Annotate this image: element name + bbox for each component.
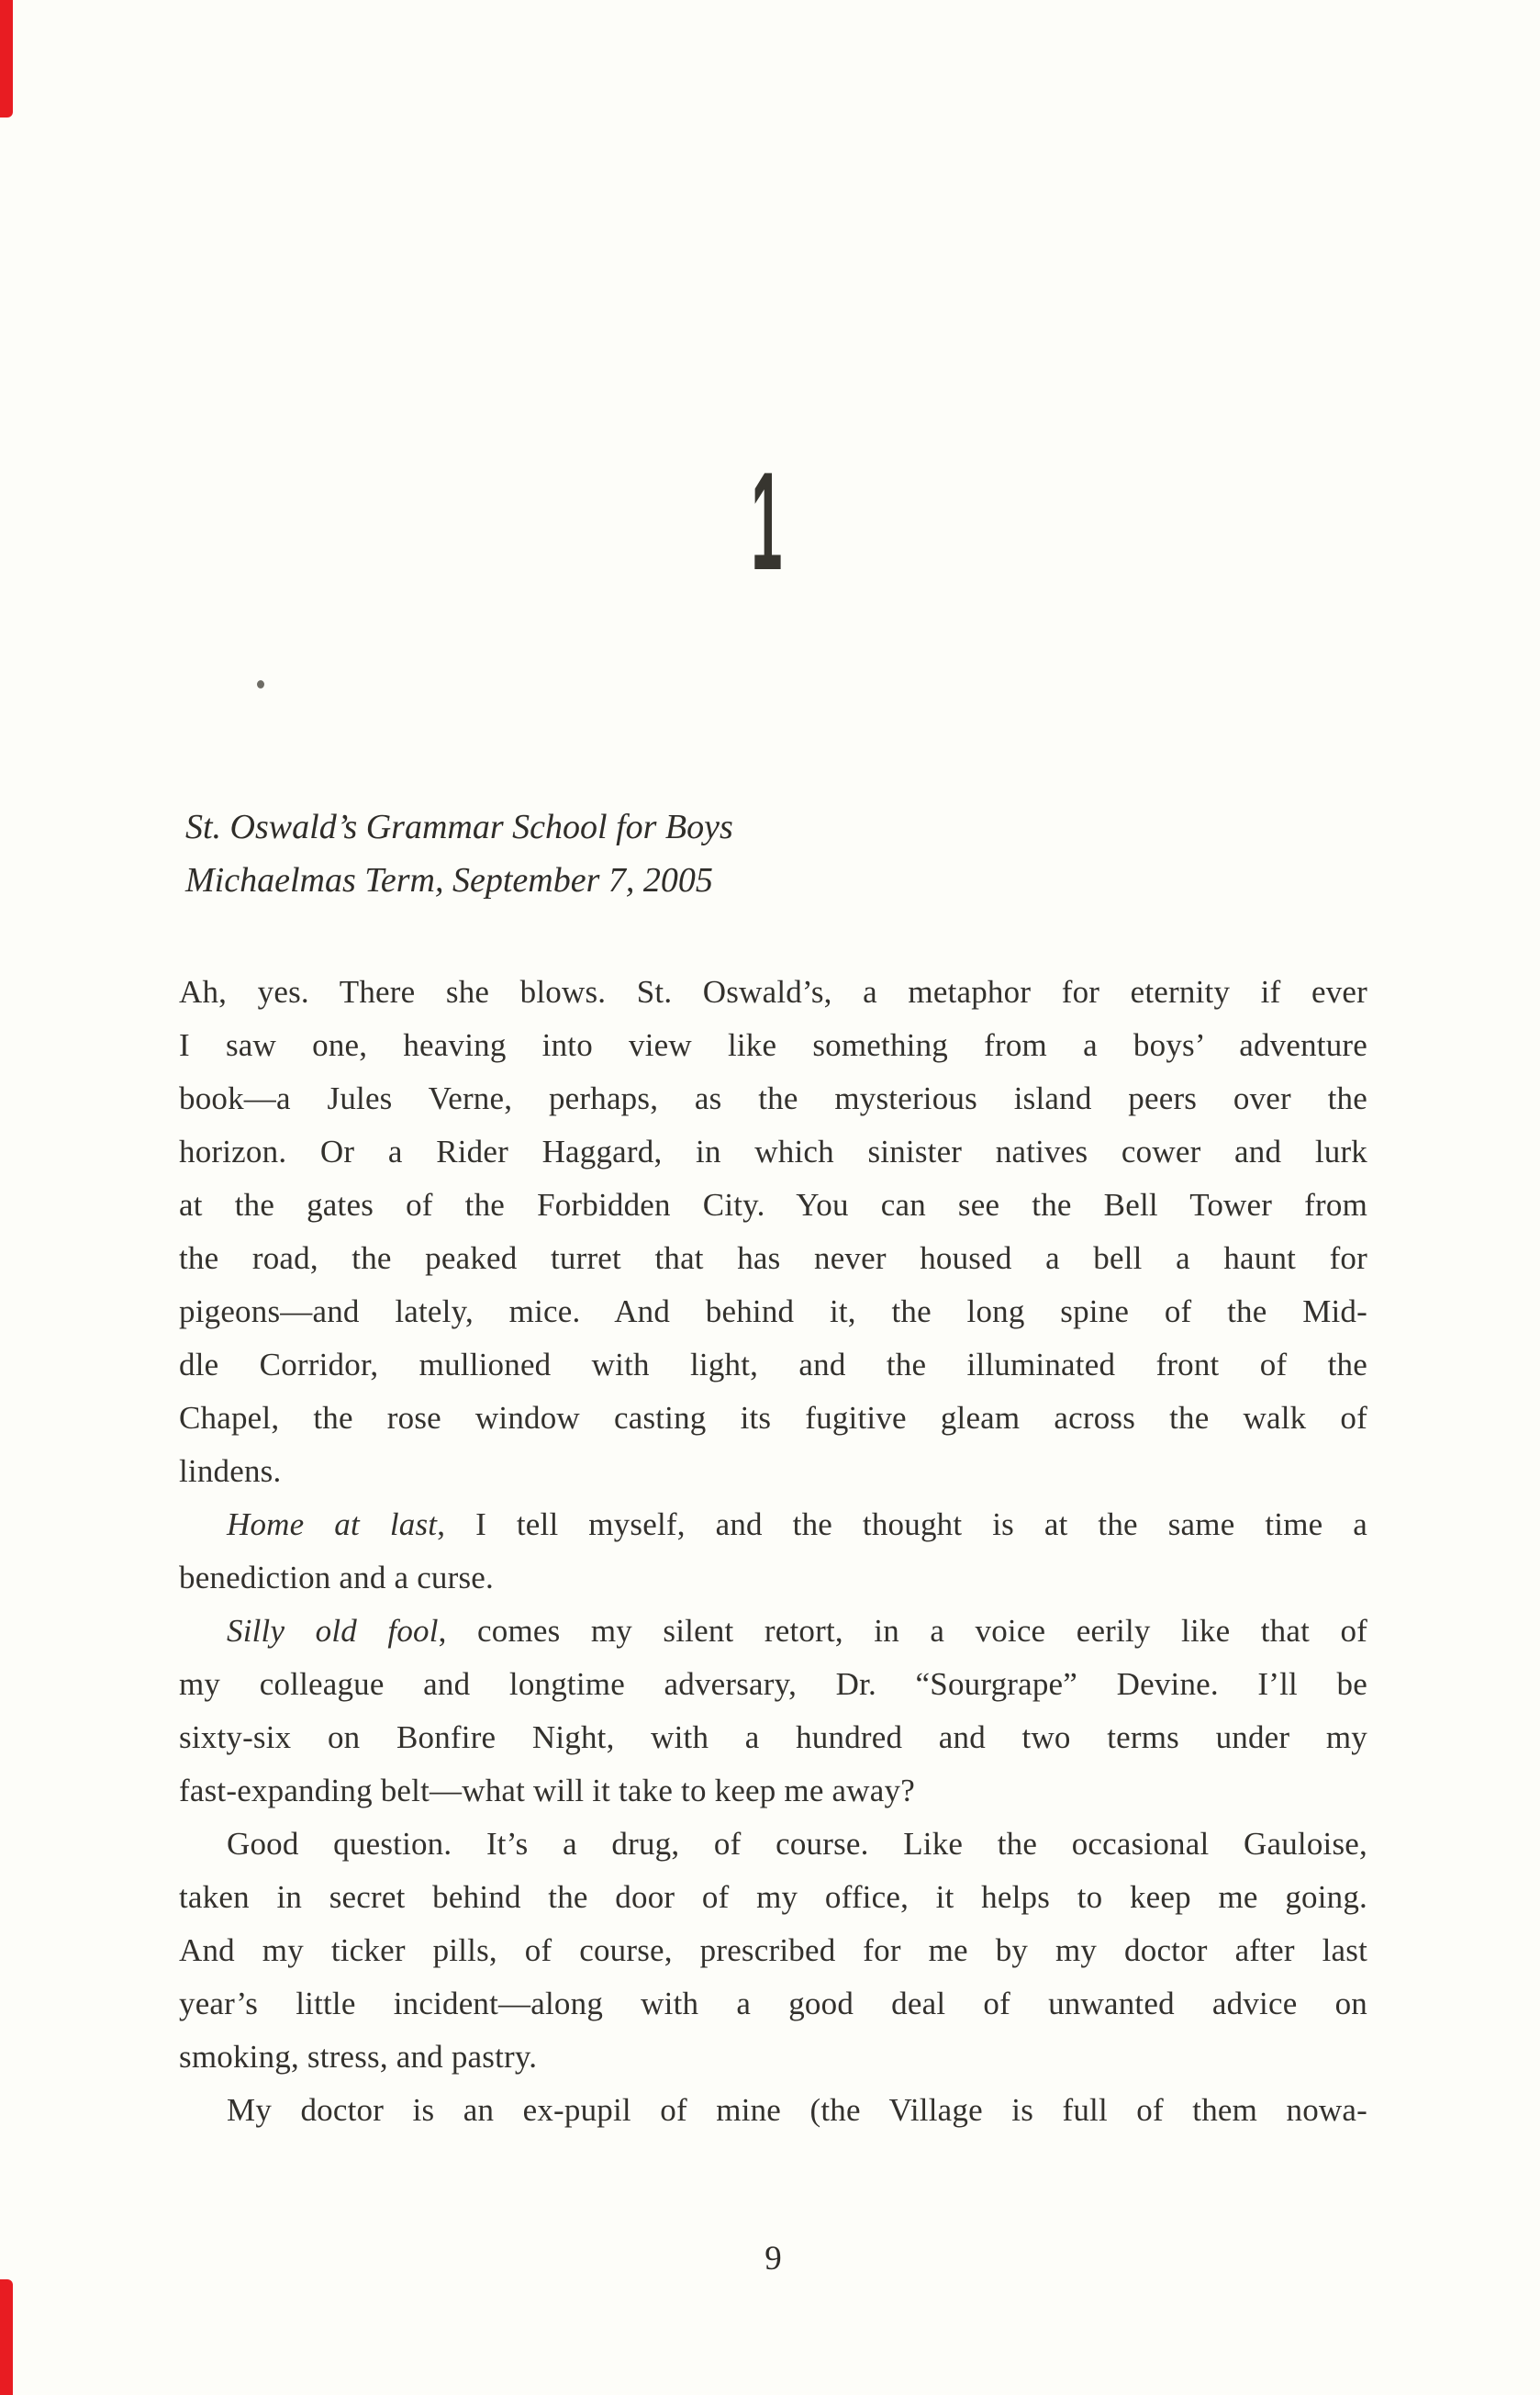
text-segment: at the gates of the Forbidden City. You can see the Bell Tower from [179, 1187, 1367, 1223]
text-line [179, 1498, 1367, 1551]
text-line [179, 1551, 1367, 1605]
body-text [179, 966, 1367, 2137]
text-line [179, 1818, 1367, 1871]
text-line [179, 1285, 1367, 1338]
text-segment: year’s little incident—along with a good deal of unwanted advice on [179, 1986, 1367, 2021]
text-line [179, 2031, 1367, 2084]
text-line [179, 1711, 1367, 1764]
text-segment: Good question. It’s a drug, of course. Like the occasional Gauloise, [227, 1826, 1367, 1862]
text-segment: horizon. Or a Rider Haggard, in which sinister natives cower and lurk [179, 1134, 1367, 1170]
paragraph [179, 1818, 1367, 2084]
dateline-line-1: St. Oswald’s Grammar School for Boys [185, 808, 733, 846]
text-segment: , I tell myself, and the thought is at the same time a [437, 1506, 1367, 1542]
text-segment: smoking, stress, and pastry. [179, 2039, 538, 2075]
text-line [179, 1871, 1367, 1924]
text-segment: taken in secret behind the door of my office, it helps to keep me going. [179, 1879, 1367, 1915]
text-line [179, 1232, 1367, 1285]
ink-speck [257, 680, 264, 688]
text-line [179, 966, 1367, 1019]
page-edge-red-mark-top [0, 0, 13, 118]
page-number: 9 [764, 2240, 782, 2277]
text-segment: the road, the peaked turret that has never housed a bell a haunt for [179, 1240, 1367, 1276]
text-line [179, 1125, 1367, 1179]
text-segment: lindens. [179, 1453, 282, 1489]
text-segment: Ah, yes. There she blows. St. Oswald’s, a metaphor for eternity if ever [179, 974, 1367, 1010]
text-line [179, 1764, 1367, 1818]
text-segment: Chapel, the rose window casting its fugitive gleam across the walk of [179, 1400, 1367, 1436]
dateline-line-2: Michaelmas Term, September 7, 2005 [185, 861, 713, 900]
text-line [179, 1338, 1367, 1392]
text-line [179, 1392, 1367, 1445]
paragraph [179, 1498, 1367, 1605]
page-edge-red-mark-bottom [0, 2279, 13, 2395]
text-segment: I saw one, heaving into view like something from a boys’ adventure [179, 1027, 1367, 1063]
text-segment: fast-expanding belt—what will it take to keep me away? [179, 1773, 915, 1808]
text-line [179, 1924, 1367, 1977]
text-segment: And my ticker pills, of course, prescribed for me by my doctor after last [179, 1932, 1367, 1968]
text-line [179, 1179, 1367, 1232]
text-segment: my colleague and longtime adversary, Dr. “Sourgrape” Devine. I’ll be [179, 1666, 1367, 1702]
italic-phrase: Silly old fool [227, 1613, 439, 1649]
italic-phrase: Home at last [227, 1506, 438, 1542]
chapter-number: 1 [751, 443, 782, 599]
text-segment: sixty-six on Bonfire Night, with a hundred and two terms under my [179, 1719, 1367, 1755]
dateline [185, 800, 1195, 907]
paragraph [179, 966, 1367, 1498]
text-segment: dle Corridor, mullioned with light, and the illuminated front of the [179, 1347, 1367, 1382]
text-line [179, 1019, 1367, 1072]
text-segment: , comes my silent retort, in a voice eerily like that of [438, 1613, 1367, 1649]
text-line [179, 1658, 1367, 1711]
paragraph [179, 1605, 1367, 1818]
text-segment: book—a Jules Verne, perhaps, as the mysterious island peers over the [179, 1080, 1367, 1116]
paragraph [179, 2084, 1367, 2137]
text-line [179, 2084, 1367, 2137]
text-segment: benediction and a curse. [179, 1560, 494, 1595]
text-line [179, 1605, 1367, 1658]
text-line [179, 1072, 1367, 1125]
text-segment: My doctor is an ex-pupil of mine (the Village is full of them nowa- [227, 2092, 1367, 2128]
text-segment: pigeons—and lately, mice. And behind it, the long spine of the Mid- [179, 1293, 1367, 1329]
text-line [179, 1445, 1367, 1498]
text-line [179, 1977, 1367, 2031]
